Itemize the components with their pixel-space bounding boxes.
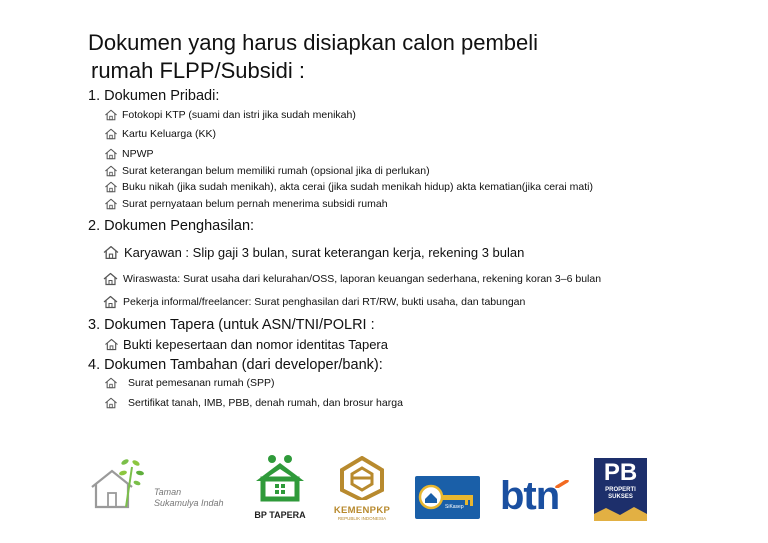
list-item: Bukti kepesertaan dan nomor identitas Tapera bbox=[104, 337, 388, 352]
title-line-2: rumah FLPP/Subsidi : bbox=[91, 58, 305, 83]
pb-line-1: PROPERTI bbox=[605, 487, 636, 493]
kemenpkp-sub: REPUBLIK INDONESIA bbox=[337, 516, 387, 521]
section-heading-penghasilan: 2. Dokumen Penghasilan: bbox=[88, 218, 255, 234]
pb-line-2: SUKSES bbox=[608, 494, 633, 500]
sikasep-logo bbox=[415, 476, 480, 519]
tapera-house-icon bbox=[252, 451, 308, 503]
list-item: Surat pemesanan rumah (SPP) bbox=[104, 377, 275, 389]
section-heading-pribadi: 1. Dokumen Pribadi: bbox=[88, 88, 220, 104]
list-item: Surat keterangan belum memiliki rumah (opsional jika di perlukan) bbox=[104, 165, 430, 177]
bp-tapera-logo bbox=[252, 451, 308, 521]
list-item: Karyawan : Slip gaji 3 bulan, surat keterangan kerja, rekening 3 bulan bbox=[102, 245, 524, 260]
house-outline-icon bbox=[102, 272, 119, 286]
pb-mark: PB bbox=[603, 459, 638, 486]
section-heading-tapera: 3. Dokumen Tapera (untuk ASN/TNI/POLRI : bbox=[88, 317, 375, 333]
house-outline-icon bbox=[104, 128, 118, 140]
taman-line-1: Taman bbox=[154, 487, 182, 497]
taman-sukamulya-logo bbox=[88, 453, 228, 519]
house-outline-icon bbox=[104, 377, 118, 389]
bp-tapera-label: BP TAPERA bbox=[254, 510, 306, 520]
house-outline-icon bbox=[104, 148, 118, 160]
taman-line-2: Sukamulya Indah bbox=[154, 498, 224, 508]
list-item: Buku nikah (jika sudah menikah), akta cerai (jika sudah menikah hidup) akta kematian(jika cerai mati) bbox=[104, 181, 593, 193]
list-item: NPWP bbox=[104, 148, 154, 160]
pb-mountain-icon bbox=[594, 505, 647, 521]
house-outline-icon bbox=[104, 181, 118, 193]
btn-accent-mark bbox=[555, 480, 569, 488]
house-tree-icon bbox=[88, 453, 148, 519]
house-outline-icon bbox=[102, 245, 120, 260]
sikasep-key-icon bbox=[415, 476, 480, 519]
btn-wordmark: btn bbox=[500, 474, 560, 518]
house-outline-icon bbox=[104, 397, 118, 409]
title-line-1: Dokumen yang harus disiapkan calon pembeli bbox=[88, 30, 539, 55]
list-item: Pekerja informal/freelancer: Surat penghasilan dari RT/RW, bukti usaha, dan tabungan bbox=[102, 295, 525, 309]
sikasep-label: SiKasep bbox=[445, 504, 464, 510]
house-outline-icon bbox=[104, 165, 118, 177]
list-item: Kartu Keluarga (KK) bbox=[104, 128, 216, 140]
kemenpkp-logo bbox=[326, 456, 398, 522]
page-title bbox=[88, 29, 538, 85]
kemenpkp-label: KEMENPKP bbox=[333, 505, 391, 516]
btn-logo bbox=[500, 474, 575, 520]
kemenpkp-emblem-icon bbox=[326, 456, 398, 500]
house-outline-icon bbox=[104, 338, 119, 351]
list-item: Fotokopi KTP (suami dan istri jika sudah menikah) bbox=[104, 109, 356, 121]
house-outline-icon bbox=[102, 295, 119, 309]
list-item: Surat pernyataan belum pernah menerima subsidi rumah bbox=[104, 198, 388, 210]
list-item: Wiraswasta: Surat usaha dari kelurahan/OSS, laporan keuangan sederhana, rekening koran 3–6 bulan bbox=[102, 272, 601, 286]
section-heading-tambahan: 4. Dokumen Tambahan (dari developer/bank): bbox=[88, 357, 383, 373]
house-outline-icon bbox=[104, 109, 118, 121]
house-outline-icon bbox=[104, 198, 118, 210]
list-item: Sertifikat tanah, IMB, PBB, denah rumah, dan brosur harga bbox=[104, 397, 403, 409]
pb-properti-sukses-logo bbox=[594, 458, 647, 521]
